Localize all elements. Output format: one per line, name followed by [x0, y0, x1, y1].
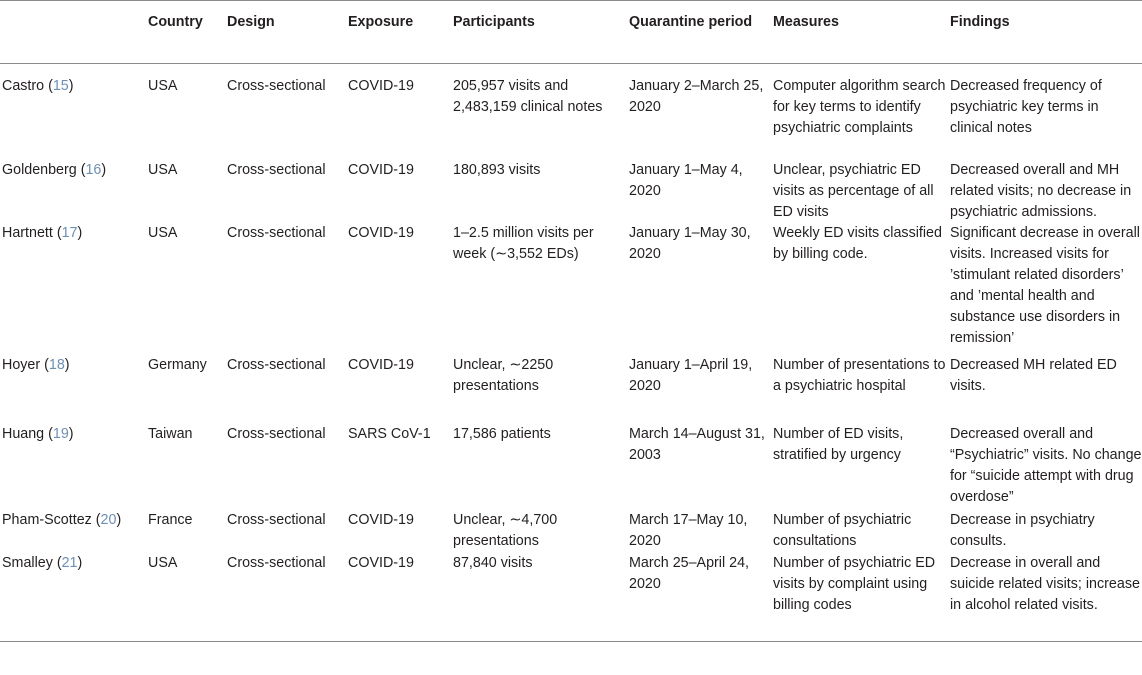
participants-cell: 1–2.5 million visits per week (∼3,552 EDs)	[453, 225, 594, 262]
author-name: Hoyer	[2, 357, 41, 373]
exposure-cell: COVID-19	[348, 555, 414, 571]
author-name: Smalley	[2, 555, 53, 571]
header-quarantine-period: Quarantine period	[629, 14, 753, 30]
period-cell: January 1–May 30, 2020	[629, 225, 751, 262]
country-cell: Taiwan	[148, 426, 193, 442]
header-country: Country	[148, 14, 203, 30]
measures-cell: Number of presentations to a psychiatric hospital	[773, 357, 946, 394]
author-name: Castro	[2, 78, 45, 94]
period-cell: March 14–August 31, 2003	[629, 426, 765, 463]
header-design: Design	[227, 14, 275, 30]
findings-cell: Decreased frequency of psychiatric key terms in clinical notes	[950, 78, 1102, 136]
author-cell: Hartnett (17)	[2, 225, 83, 241]
participants-cell: 87,840 visits	[453, 555, 533, 571]
country-cell: France	[148, 512, 193, 528]
measures-cell: Number of ED visits, stratified by urgency	[773, 426, 904, 463]
design-cell: Cross-sectional	[227, 78, 326, 94]
period-cell: March 25–April 24, 2020	[629, 555, 749, 592]
table-row	[0, 424, 1142, 510]
findings-cell: Significant decrease in overall visits. Increased visits for ’stimulant related disorders’ and ’mental health and substance use disorders in remission’	[950, 225, 1140, 346]
author-cell: Pham-Scottez (20)	[2, 512, 122, 528]
findings-cell: Decrease in psychiatry consults.	[950, 512, 1095, 549]
participants-cell: Unclear, ∼2250 presentations	[453, 357, 554, 394]
period-cell: March 17–May 10, 2020	[629, 512, 748, 549]
design-cell: Cross-sectional	[227, 426, 326, 442]
author-name: Huang	[2, 426, 45, 442]
header-measures: Measures	[773, 14, 839, 30]
exposure-cell: COVID-19	[348, 162, 414, 178]
exposure-cell: COVID-19	[348, 225, 414, 241]
reference-link[interactable]: 16	[85, 162, 102, 178]
country-cell: Germany	[148, 357, 207, 373]
measures-cell: Number of psychiatric ED visits by complaint using billing codes	[773, 555, 936, 613]
design-cell: Cross-sectional	[227, 555, 326, 571]
table-row	[0, 510, 1142, 553]
findings-cell: Decreased overall and “Psychiatric” visits. No change for “suicide attempt with drug overdose”	[950, 426, 1142, 505]
findings-cell: Decreased MH related ED visits.	[950, 357, 1117, 394]
reference-link[interactable]: 20	[100, 512, 117, 528]
period-cell: January 1–April 19, 2020	[629, 357, 753, 394]
measures-cell: Unclear, psychiatric ED visits as percentage of all ED visits	[773, 162, 934, 220]
country-cell: USA	[148, 225, 178, 241]
author-cell: Goldenberg (16)	[2, 162, 107, 178]
design-cell: Cross-sectional	[227, 225, 326, 241]
exposure-cell: SARS CoV-1	[348, 426, 431, 442]
author-cell: Smalley (21)	[2, 555, 83, 571]
exposure-cell: COVID-19	[348, 512, 414, 528]
header-exposure: Exposure	[348, 14, 414, 30]
author-cell: Castro (15)	[2, 78, 74, 94]
author-name: Pham-Scottez	[2, 512, 92, 528]
design-cell: Cross-sectional	[227, 162, 326, 178]
country-cell: USA	[148, 162, 178, 178]
design-cell: Cross-sectional	[227, 357, 326, 373]
measures-cell: Number of psychiatric consultations	[773, 512, 912, 549]
reference-link[interactable]: 18	[48, 357, 65, 373]
country-cell: USA	[148, 78, 178, 94]
table-header-row	[0, 1, 1142, 64]
header-author	[0, 1, 148, 64]
findings-cell: Decrease in overall and suicide related visits; increase in alcohol related visits.	[950, 555, 1140, 613]
participants-cell: 180,893 visits	[453, 162, 541, 178]
table-row	[0, 223, 1142, 355]
author-name: Goldenberg	[2, 162, 77, 178]
author-name: Hartnett	[2, 225, 53, 241]
participants-cell: Unclear, ∼4,700 presentations	[453, 512, 558, 549]
header-findings: Findings	[950, 14, 1010, 30]
measures-cell: Weekly ED visits classified by billing code.	[773, 225, 942, 262]
participants-cell: 17,586 patients	[453, 426, 551, 442]
reference-link[interactable]: 19	[52, 426, 69, 442]
reference-link[interactable]: 15	[52, 78, 69, 94]
country-cell: USA	[148, 555, 178, 571]
reference-link[interactable]: 17	[61, 225, 78, 241]
measures-cell: Computer algorithm search for key terms to identify psychiatric complaints	[773, 78, 946, 136]
design-cell: Cross-sectional	[227, 512, 326, 528]
reference-link[interactable]: 21	[61, 555, 78, 571]
table-row	[0, 355, 1142, 424]
findings-cell: Decreased overall and MH related visits; no decrease in psychiatric admissions.	[950, 162, 1132, 220]
exposure-cell: COVID-19	[348, 357, 414, 373]
exposure-cell: COVID-19	[348, 78, 414, 94]
header-participants: Participants	[453, 14, 535, 30]
author-cell: Hoyer (18)	[2, 357, 70, 373]
table-row	[0, 553, 1142, 642]
period-cell: January 1–May 4, 2020	[629, 162, 743, 199]
table-row	[0, 160, 1142, 223]
table-row	[0, 64, 1142, 161]
period-cell: January 2–March 25, 2020	[629, 78, 764, 115]
participants-cell: 205,957 visits and 2,483,159 clinical notes	[453, 78, 603, 115]
author-cell: Huang (19)	[2, 426, 74, 442]
